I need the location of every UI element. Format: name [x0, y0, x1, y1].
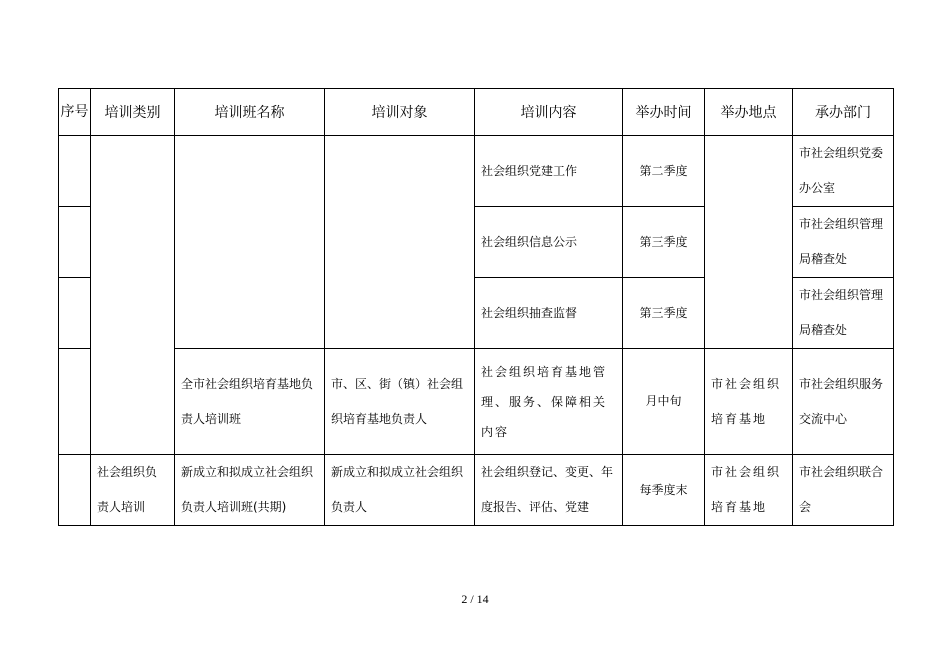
- cell-class-name: [175, 136, 325, 349]
- cell-category: 社会组织负责人培训: [91, 455, 175, 526]
- cell-time: 第二季度: [623, 136, 705, 207]
- cell-class-name: 新成立和拟成立社会组织负责人培训班(共期): [175, 455, 325, 526]
- header-content: 培训内容: [475, 89, 623, 136]
- cell-dept: 市社会组织管理局稽查处: [793, 207, 894, 278]
- cell-time: 每季度末: [623, 455, 705, 526]
- header-category: 培训类别: [91, 89, 175, 136]
- cell-category: [91, 136, 175, 455]
- cell-place: 市社会组织培育基地: [705, 455, 793, 526]
- cell-content: 社会组织登记、变更、年度报告、评估、党建: [475, 455, 623, 526]
- cell-place: [705, 136, 793, 349]
- table-row: [59, 349, 894, 455]
- table-row: [59, 136, 894, 207]
- header-place: 举办地点: [705, 89, 793, 136]
- cell-seq: [59, 207, 91, 278]
- header-time: 举办时间: [623, 89, 705, 136]
- cell-place: 市社会组织培育基地: [705, 349, 793, 455]
- cell-class-name: 全市社会组织培育基地负责人培训班: [175, 349, 325, 455]
- cell-time: 第三季度: [623, 207, 705, 278]
- cell-seq: [59, 136, 91, 207]
- training-schedule-table: [58, 88, 894, 526]
- cell-dept: 市社会组织管理局稽查处: [793, 278, 894, 349]
- cell-dept: 市社会组织党委办公室: [793, 136, 894, 207]
- cell-target: [325, 136, 475, 349]
- cell-seq: [59, 455, 91, 526]
- cell-target: 新成立和拟成立社会组织负责人: [325, 455, 475, 526]
- cell-content: 社会组织信息公示: [475, 207, 623, 278]
- cell-content: 社会组织党建工作: [475, 136, 623, 207]
- header-dept: 承办部门: [793, 89, 894, 136]
- cell-time: 第三季度: [623, 278, 705, 349]
- cell-content: 社会组织抽查监督: [475, 278, 623, 349]
- cell-time: 月中旬: [623, 349, 705, 455]
- table-header-row: [59, 89, 894, 136]
- header-seq: 序号: [59, 89, 91, 136]
- cell-seq: [59, 349, 91, 455]
- header-class-name: 培训班名称: [175, 89, 325, 136]
- page-number: 2 / 14: [461, 592, 489, 606]
- cell-dept: 市社会组织服务交流中心: [793, 349, 894, 455]
- cell-target: 市、区、街（镇）社会组织培育基地负责人: [325, 349, 475, 455]
- header-target: 培训对象: [325, 89, 475, 136]
- table-row: [59, 455, 894, 526]
- cell-dept: 市社会组织联合会: [793, 455, 894, 526]
- cell-seq: [59, 278, 91, 349]
- cell-content: 社会组织培育基地管理、服务、保障相关内容: [475, 349, 623, 455]
